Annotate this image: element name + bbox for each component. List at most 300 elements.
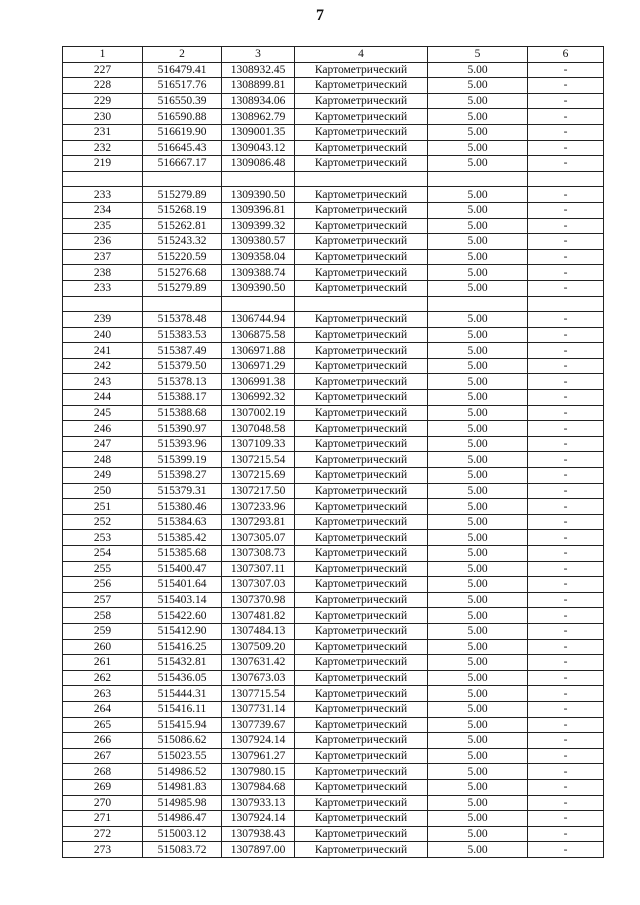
cell-note: - xyxy=(528,639,604,655)
cell-point-number: 233 xyxy=(63,187,143,203)
cell-x-coordinate: 515086.62 xyxy=(143,733,222,749)
cell-accuracy: 5.00 xyxy=(428,405,528,421)
cell-note: - xyxy=(528,779,604,795)
cell-point-number: 271 xyxy=(63,811,143,827)
cell-note: - xyxy=(528,234,604,250)
cell-x-coordinate: 515401.64 xyxy=(143,577,222,593)
cell-x-coordinate: 515416.11 xyxy=(143,701,222,717)
cell-method xyxy=(295,171,428,187)
cell-method: Картометрический xyxy=(295,218,428,234)
cell-note: - xyxy=(528,670,604,686)
cell-method: Картометрический xyxy=(295,577,428,593)
cell-method: Картометрический xyxy=(295,608,428,624)
table-row xyxy=(63,452,604,468)
cell-y-coordinate: 1307308.73 xyxy=(222,546,295,562)
table-row xyxy=(63,421,604,437)
cell-y-coordinate: 1307215.54 xyxy=(222,452,295,468)
cell-point-number: 230 xyxy=(63,109,143,125)
cell-point-number: 251 xyxy=(63,499,143,515)
cell-x-coordinate: 515385.42 xyxy=(143,530,222,546)
cell-method: Картометрический xyxy=(295,436,428,452)
cell-x-coordinate: 515398.27 xyxy=(143,468,222,484)
table-row xyxy=(63,280,604,296)
table-row xyxy=(63,390,604,406)
cell-y-coordinate: 1309043.12 xyxy=(222,140,295,156)
cell-y-coordinate: 1307731.14 xyxy=(222,701,295,717)
cell-point-number: 260 xyxy=(63,639,143,655)
table-row xyxy=(63,171,604,187)
cell-method: Картометрический xyxy=(295,78,428,94)
cell-note: - xyxy=(528,623,604,639)
cell-accuracy: 5.00 xyxy=(428,811,528,827)
cell-point-number: 245 xyxy=(63,405,143,421)
cell-method: Картометрический xyxy=(295,717,428,733)
cell-accuracy: 5.00 xyxy=(428,733,528,749)
cell-point-number: 243 xyxy=(63,374,143,390)
table-row xyxy=(63,156,604,172)
cell-point-number: 248 xyxy=(63,452,143,468)
cell-method: Картометрический xyxy=(295,390,428,406)
cell-accuracy: 5.00 xyxy=(428,312,528,328)
cell-y-coordinate: 1307370.98 xyxy=(222,592,295,608)
cell-note: - xyxy=(528,717,604,733)
table-row xyxy=(63,62,604,78)
cell-note: - xyxy=(528,390,604,406)
cell-method: Картометрический xyxy=(295,109,428,125)
cell-y-coordinate: 1306875.58 xyxy=(222,327,295,343)
table-row xyxy=(63,109,604,125)
cell-accuracy: 5.00 xyxy=(428,826,528,842)
cell-point-number: 270 xyxy=(63,795,143,811)
table-row xyxy=(63,202,604,218)
cell-point-number: 234 xyxy=(63,202,143,218)
cell-method: Картометрический xyxy=(295,187,428,203)
cell-note: - xyxy=(528,249,604,265)
table-row xyxy=(63,811,604,827)
cell-accuracy: 5.00 xyxy=(428,686,528,702)
cell-y-coordinate: 1307980.15 xyxy=(222,764,295,780)
cell-point-number: 267 xyxy=(63,748,143,764)
cell-accuracy: 5.00 xyxy=(428,514,528,530)
cell-y-coordinate xyxy=(222,171,295,187)
cell-point-number: 255 xyxy=(63,561,143,577)
cell-note xyxy=(528,171,604,187)
cell-x-coordinate: 516619.90 xyxy=(143,124,222,140)
cell-method: Картометрический xyxy=(295,592,428,608)
cell-y-coordinate: 1309086.48 xyxy=(222,156,295,172)
cell-x-coordinate: 515416.25 xyxy=(143,639,222,655)
cell-accuracy: 5.00 xyxy=(428,78,528,94)
cell-point-number: 259 xyxy=(63,623,143,639)
cell-x-coordinate: 515436.05 xyxy=(143,670,222,686)
cell-y-coordinate: 1307961.27 xyxy=(222,748,295,764)
cell-y-coordinate: 1306992.32 xyxy=(222,390,295,406)
cell-accuracy: 5.00 xyxy=(428,234,528,250)
cell-accuracy: 5.00 xyxy=(428,623,528,639)
cell-y-coordinate: 1307739.67 xyxy=(222,717,295,733)
table-row xyxy=(63,592,604,608)
cell-accuracy: 5.00 xyxy=(428,779,528,795)
cell-note: - xyxy=(528,93,604,109)
header-col-3: 3 xyxy=(222,47,295,63)
cell-note: - xyxy=(528,358,604,374)
cell-note: - xyxy=(528,327,604,343)
cell-x-coordinate: 515003.12 xyxy=(143,826,222,842)
cell-method: Картометрический xyxy=(295,140,428,156)
cell-note: - xyxy=(528,218,604,234)
table-row xyxy=(63,343,604,359)
cell-accuracy: 5.00 xyxy=(428,421,528,437)
cell-note: - xyxy=(528,514,604,530)
cell-method: Картометрический xyxy=(295,234,428,250)
cell-method: Картометрический xyxy=(295,733,428,749)
table-row xyxy=(63,546,604,562)
cell-point-number: 228 xyxy=(63,78,143,94)
cell-y-coordinate: 1307933.13 xyxy=(222,795,295,811)
cell-y-coordinate: 1307715.54 xyxy=(222,686,295,702)
cell-note: - xyxy=(528,452,604,468)
cell-method: Картометрический xyxy=(295,546,428,562)
cell-x-coordinate: 515243.32 xyxy=(143,234,222,250)
cell-y-coordinate: 1307233.96 xyxy=(222,499,295,515)
cell-y-coordinate: 1307897.00 xyxy=(222,842,295,858)
cell-point-number: 242 xyxy=(63,358,143,374)
cell-method: Картометрический xyxy=(295,124,428,140)
cell-note: - xyxy=(528,842,604,858)
cell-method: Картометрический xyxy=(295,358,428,374)
cell-x-coordinate: 514986.52 xyxy=(143,764,222,780)
page-number: 7 xyxy=(316,7,324,24)
cell-accuracy: 5.00 xyxy=(428,748,528,764)
cell-accuracy: 5.00 xyxy=(428,327,528,343)
cell-note: - xyxy=(528,421,604,437)
cell-y-coordinate: 1307307.11 xyxy=(222,561,295,577)
header-col-5: 5 xyxy=(428,47,528,63)
cell-method: Картометрический xyxy=(295,530,428,546)
cell-accuracy: 5.00 xyxy=(428,218,528,234)
table-row xyxy=(63,468,604,484)
cell-note: - xyxy=(528,701,604,717)
cell-method: Картометрический xyxy=(295,826,428,842)
cell-y-coordinate: 1307109.33 xyxy=(222,436,295,452)
table-row xyxy=(63,623,604,639)
cell-x-coordinate: 516590.88 xyxy=(143,109,222,125)
cell-method: Картометрический xyxy=(295,312,428,328)
cell-y-coordinate: 1307631.42 xyxy=(222,655,295,671)
cell-point-number: 246 xyxy=(63,421,143,437)
cell-point-number: 265 xyxy=(63,717,143,733)
cell-x-coordinate: 516645.43 xyxy=(143,140,222,156)
cell-accuracy: 5.00 xyxy=(428,483,528,499)
cell-y-coordinate: 1307217.50 xyxy=(222,483,295,499)
cell-point-number: 227 xyxy=(63,62,143,78)
cell-point-number xyxy=(63,171,143,187)
cell-x-coordinate: 515387.49 xyxy=(143,343,222,359)
cell-accuracy: 5.00 xyxy=(428,608,528,624)
cell-point-number: 258 xyxy=(63,608,143,624)
table-row xyxy=(63,140,604,156)
cell-accuracy: 5.00 xyxy=(428,717,528,733)
cell-x-coordinate: 515399.19 xyxy=(143,452,222,468)
cell-y-coordinate: 1309399.32 xyxy=(222,218,295,234)
cell-note xyxy=(528,296,604,312)
cell-point-number: 229 xyxy=(63,93,143,109)
table-row xyxy=(63,249,604,265)
cell-note: - xyxy=(528,795,604,811)
cell-x-coordinate: 515388.68 xyxy=(143,405,222,421)
cell-y-coordinate: 1307984.68 xyxy=(222,779,295,795)
cell-note: - xyxy=(528,78,604,94)
cell-y-coordinate: 1307048.58 xyxy=(222,421,295,437)
header-row xyxy=(63,47,604,63)
cell-point-number: 219 xyxy=(63,156,143,172)
cell-x-coordinate: 516550.39 xyxy=(143,93,222,109)
cell-accuracy: 5.00 xyxy=(428,140,528,156)
cell-point-number: 237 xyxy=(63,249,143,265)
cell-note: - xyxy=(528,546,604,562)
cell-note: - xyxy=(528,811,604,827)
cell-x-coordinate: 515276.68 xyxy=(143,265,222,281)
cell-x-coordinate: 515379.50 xyxy=(143,358,222,374)
table-row xyxy=(63,312,604,328)
cell-accuracy: 5.00 xyxy=(428,62,528,78)
cell-x-coordinate: 515400.47 xyxy=(143,561,222,577)
cell-method: Картометрический xyxy=(295,327,428,343)
cell-point-number: 235 xyxy=(63,218,143,234)
cell-point-number: 263 xyxy=(63,686,143,702)
table-row xyxy=(63,608,604,624)
cell-method: Картометрический xyxy=(295,374,428,390)
cell-x-coordinate: 515393.96 xyxy=(143,436,222,452)
cell-accuracy: 5.00 xyxy=(428,530,528,546)
cell-note: - xyxy=(528,109,604,125)
cell-note: - xyxy=(528,312,604,328)
cell-method: Картометрический xyxy=(295,655,428,671)
cell-y-coordinate: 1308934.06 xyxy=(222,93,295,109)
cell-note: - xyxy=(528,280,604,296)
cell-note: - xyxy=(528,764,604,780)
table-row xyxy=(63,265,604,281)
cell-note: - xyxy=(528,156,604,172)
cell-point-number: 264 xyxy=(63,701,143,717)
cell-x-coordinate: 515023.55 xyxy=(143,748,222,764)
cell-x-coordinate: 515385.68 xyxy=(143,546,222,562)
cell-note: - xyxy=(528,468,604,484)
cell-accuracy: 5.00 xyxy=(428,468,528,484)
cell-note: - xyxy=(528,202,604,218)
cell-y-coordinate xyxy=(222,296,295,312)
cell-point-number: 269 xyxy=(63,779,143,795)
cell-accuracy xyxy=(428,296,528,312)
cell-y-coordinate: 1308962.79 xyxy=(222,109,295,125)
cell-x-coordinate: 515422.60 xyxy=(143,608,222,624)
cell-note: - xyxy=(528,436,604,452)
cell-note: - xyxy=(528,483,604,499)
cell-accuracy: 5.00 xyxy=(428,374,528,390)
cell-x-coordinate: 516479.41 xyxy=(143,62,222,78)
table-row xyxy=(63,436,604,452)
table-row xyxy=(63,78,604,94)
cell-note: - xyxy=(528,733,604,749)
cell-y-coordinate: 1309358.04 xyxy=(222,249,295,265)
table-row xyxy=(63,218,604,234)
cell-method: Картометрический xyxy=(295,514,428,530)
cell-point-number: 236 xyxy=(63,234,143,250)
cell-method: Картометрический xyxy=(295,748,428,764)
cell-point-number: 244 xyxy=(63,390,143,406)
cell-y-coordinate: 1309390.50 xyxy=(222,187,295,203)
header-col-6: 6 xyxy=(528,47,604,63)
cell-method: Картометрический xyxy=(295,265,428,281)
cell-note: - xyxy=(528,655,604,671)
cell-method: Картометрический xyxy=(295,280,428,296)
cell-note: - xyxy=(528,577,604,593)
cell-method: Картометрический xyxy=(295,499,428,515)
cell-x-coordinate: 515403.14 xyxy=(143,592,222,608)
table-header xyxy=(63,47,604,63)
cell-point-number: 253 xyxy=(63,530,143,546)
cell-accuracy: 5.00 xyxy=(428,156,528,172)
cell-accuracy: 5.00 xyxy=(428,202,528,218)
cell-accuracy: 5.00 xyxy=(428,546,528,562)
cell-point-number: 252 xyxy=(63,514,143,530)
cell-method xyxy=(295,296,428,312)
cell-accuracy: 5.00 xyxy=(428,249,528,265)
table-row xyxy=(63,639,604,655)
cell-y-coordinate: 1307481.82 xyxy=(222,608,295,624)
cell-x-coordinate: 516517.76 xyxy=(143,78,222,94)
cell-accuracy: 5.00 xyxy=(428,452,528,468)
table-body xyxy=(63,62,604,857)
cell-note: - xyxy=(528,374,604,390)
cell-accuracy: 5.00 xyxy=(428,358,528,374)
cell-accuracy: 5.00 xyxy=(428,764,528,780)
cell-method: Картометрический xyxy=(295,701,428,717)
cell-method: Картометрический xyxy=(295,670,428,686)
table-row xyxy=(63,826,604,842)
table-row xyxy=(63,764,604,780)
cell-y-coordinate: 1307509.20 xyxy=(222,639,295,655)
cell-x-coordinate: 515379.31 xyxy=(143,483,222,499)
cell-note: - xyxy=(528,187,604,203)
table-row xyxy=(63,499,604,515)
cell-x-coordinate: 514981.83 xyxy=(143,779,222,795)
cell-y-coordinate: 1307938.43 xyxy=(222,826,295,842)
cell-x-coordinate: 515444.31 xyxy=(143,686,222,702)
cell-method: Картометрический xyxy=(295,93,428,109)
table-row xyxy=(63,561,604,577)
cell-x-coordinate: 515279.89 xyxy=(143,187,222,203)
cell-point-number: 254 xyxy=(63,546,143,562)
cell-y-coordinate: 1306991.38 xyxy=(222,374,295,390)
table-row xyxy=(63,296,604,312)
cell-method: Картометрический xyxy=(295,623,428,639)
cell-y-coordinate: 1307215.69 xyxy=(222,468,295,484)
cell-accuracy: 5.00 xyxy=(428,842,528,858)
cell-point-number: 261 xyxy=(63,655,143,671)
cell-point-number: 250 xyxy=(63,483,143,499)
cell-y-coordinate: 1307305.07 xyxy=(222,530,295,546)
cell-x-coordinate: 515220.59 xyxy=(143,249,222,265)
cell-method: Картометрический xyxy=(295,421,428,437)
cell-accuracy: 5.00 xyxy=(428,499,528,515)
cell-x-coordinate: 515383.53 xyxy=(143,327,222,343)
cell-y-coordinate: 1307924.14 xyxy=(222,733,295,749)
cell-accuracy: 5.00 xyxy=(428,187,528,203)
table-row xyxy=(63,530,604,546)
cell-x-coordinate: 515378.48 xyxy=(143,312,222,328)
table-row xyxy=(63,405,604,421)
cell-x-coordinate: 515378.13 xyxy=(143,374,222,390)
cell-y-coordinate: 1307002.19 xyxy=(222,405,295,421)
cell-y-coordinate: 1307293.81 xyxy=(222,514,295,530)
cell-note: - xyxy=(528,561,604,577)
table-row xyxy=(63,577,604,593)
cell-point-number: 232 xyxy=(63,140,143,156)
cell-y-coordinate: 1308932.45 xyxy=(222,62,295,78)
table-row xyxy=(63,733,604,749)
table-row xyxy=(63,358,604,374)
cell-x-coordinate: 515083.72 xyxy=(143,842,222,858)
cell-point-number: 239 xyxy=(63,312,143,328)
cell-point-number: 238 xyxy=(63,265,143,281)
table-row xyxy=(63,93,604,109)
table-row xyxy=(63,795,604,811)
cell-x-coordinate: 514985.98 xyxy=(143,795,222,811)
cell-y-coordinate: 1306971.88 xyxy=(222,343,295,359)
cell-x-coordinate: 514986.47 xyxy=(143,811,222,827)
cell-x-coordinate: 515415.94 xyxy=(143,717,222,733)
cell-point-number: 233 xyxy=(63,280,143,296)
cell-method: Картометрический xyxy=(295,249,428,265)
cell-note: - xyxy=(528,530,604,546)
cell-y-coordinate: 1307673.03 xyxy=(222,670,295,686)
table-row xyxy=(63,374,604,390)
cell-point-number: 257 xyxy=(63,592,143,608)
cell-y-coordinate: 1306971.29 xyxy=(222,358,295,374)
cell-accuracy: 5.00 xyxy=(428,655,528,671)
cell-accuracy: 5.00 xyxy=(428,577,528,593)
table-row xyxy=(63,748,604,764)
cell-method: Картометрический xyxy=(295,343,428,359)
cell-accuracy: 5.00 xyxy=(428,124,528,140)
cell-method: Картометрический xyxy=(295,811,428,827)
cell-accuracy: 5.00 xyxy=(428,436,528,452)
cell-point-number: 262 xyxy=(63,670,143,686)
table-row xyxy=(63,701,604,717)
header-col-1: 1 xyxy=(63,47,143,63)
cell-y-coordinate: 1309390.50 xyxy=(222,280,295,296)
cell-note: - xyxy=(528,140,604,156)
cell-x-coordinate: 515412.90 xyxy=(143,623,222,639)
cell-point-number xyxy=(63,296,143,312)
cell-method: Картометрический xyxy=(295,779,428,795)
cell-accuracy xyxy=(428,171,528,187)
cell-method: Картометрический xyxy=(295,842,428,858)
cell-point-number: 268 xyxy=(63,764,143,780)
cell-accuracy: 5.00 xyxy=(428,592,528,608)
cell-point-number: 249 xyxy=(63,468,143,484)
table-row xyxy=(63,234,604,250)
cell-x-coordinate xyxy=(143,171,222,187)
cell-point-number: 266 xyxy=(63,733,143,749)
cell-point-number: 273 xyxy=(63,842,143,858)
cell-y-coordinate: 1309388.74 xyxy=(222,265,295,281)
cell-note: - xyxy=(528,343,604,359)
cell-note: - xyxy=(528,826,604,842)
cell-accuracy: 5.00 xyxy=(428,795,528,811)
cell-point-number: 231 xyxy=(63,124,143,140)
